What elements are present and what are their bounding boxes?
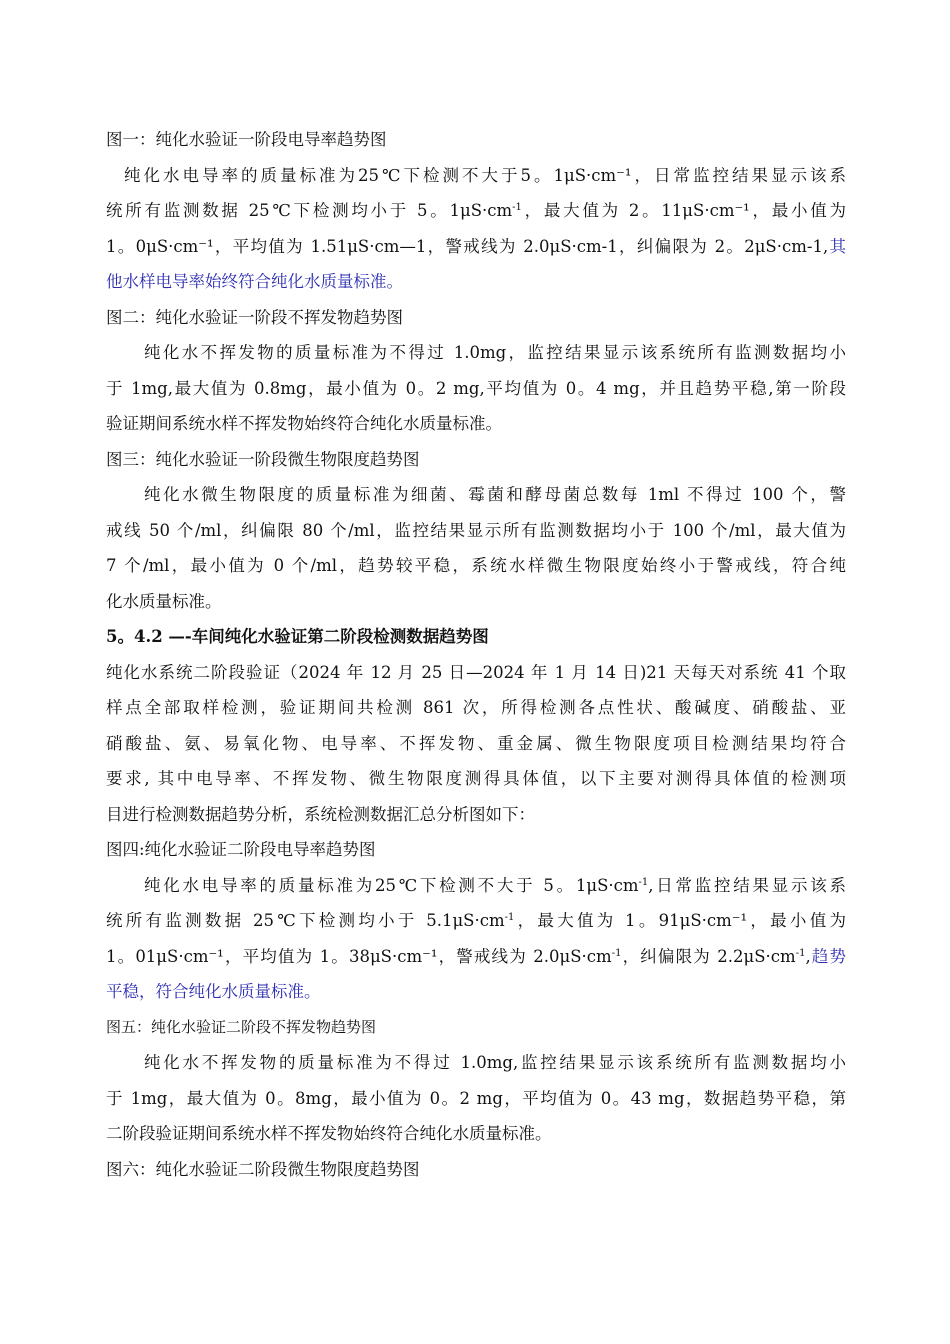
paragraph-line: 样点全部取样检测，验证期间共检测 861 次，所得检测各点性状、酸碱度、硝酸盐、亚 (106, 698, 846, 717)
paragraph-line: 于 1mg，最大值为 0。8mg，最小值为 0。2 mg，平均值为 0。43 mg，数据趋势平稳，第 (106, 1088, 846, 1108)
figure-6-caption: 图六：纯化水验证二阶段微生物限度趋势图 (106, 1159, 420, 1179)
paragraph-line: 硝酸盐、氨、易氧化物、电导率、不挥发物、重金属、微生物限度项目检测结果均符合 (106, 733, 846, 753)
paragraph-line: 1。01μS·cm⁻¹，平均值为 1。38μS·cm⁻¹，警戒线为 $2.0\mu S\cdot cm^{-1}$，纠偏限为 $2.2\mu S\cdot cm^{-1}$,趋势 (106, 946, 846, 966)
paragraph-microbial-stage1 (106, 477, 846, 619)
superscript: -1 (611, 947, 622, 959)
paragraph-line: 7 个/ml，最小值为 0 个/ml，趋势较平稳，系统水样微生物限度始终小于警戒线，符合纯 (106, 556, 846, 575)
paragraph-line: 纯化水电导率的质量标准为25℃下检测不大于 5。$1\mu S\cdot cm^{-1}$,日常监控结果显示该系 (144, 875, 846, 895)
paragraph-stage2-overview (106, 655, 846, 833)
paragraph-nonvolatile-stage1 (106, 335, 846, 442)
paragraph-line: 戒线 50 个/ml，纠偏限 80 个/ml，监控结果显示所有监测数据均小于 100 个/ml，最大值为 (106, 520, 846, 540)
paragraph-line: 纯化水电导率的质量标准为25℃下检测不大于5。1μS·cm⁻¹，日常监控结果显示该系 (124, 165, 846, 185)
paragraph-line: 验证期间系统水样不挥发物始终符合纯化水质量标准。 (106, 414, 502, 433)
paragraph-line: 二阶段验证期间系统水样不挥发物始终符合纯化水质量标准。 (106, 1124, 552, 1143)
superscript: -1 (504, 912, 515, 923)
figure-2-caption: 图二：纯化水验证一阶段不挥发物趋势图 (106, 307, 403, 327)
figure-3-caption: 图三：纯化水验证一阶段微生物限度趋势图 (106, 449, 420, 469)
figure-5-caption: 图五：纯化水验证二阶段不挥发物趋势图 (106, 1017, 377, 1036)
superscript: -1 (795, 947, 806, 959)
paragraph-nonvolatile-stage2 (106, 1045, 846, 1152)
superscript: -1 (512, 202, 522, 213)
figure-1-caption: 图一：纯化水验证一阶段电导率趋势图 (106, 130, 387, 149)
superscript: -1 (638, 876, 649, 888)
highlighted-text: 趋势 (810, 946, 846, 966)
paragraph-line: 于 1mg,最大值为 0.8mg，最小值为 0。2 mg,平均值为 0。4 mg，并且趋势平稳,第一阶段 (106, 378, 846, 398)
paragraph-line: 要求, 其中电导率、不挥发物、微生物限度测得具体值，以下主要对测得具体值的检测项 (106, 769, 846, 788)
paragraph-conductivity-stage2 (106, 868, 846, 1010)
paragraph-line: 化水质量标准。 (106, 591, 222, 611)
paragraph-conductivity-stage1 (106, 158, 846, 300)
paragraph-line: 统所有监测数据 25℃下检测均小于 $5.1\mu S\cdot cm^{-1}$，最大值为 1。91μS·cm⁻¹，最小值为 (106, 911, 846, 930)
paragraph-line: 目进行检测数据趋势分析，系统检测数据汇总分析图如下： (106, 804, 535, 824)
paragraph-line: 纯化水微生物限度的质量标准为细菌、霉菌和酵母菌总数每 1ml 不得过 100 个，警 (144, 485, 846, 504)
paragraph-line: 统所有监测数据 25℃下检测均小于 5。$1\mu S\cdot cm^{-1}$，最大值为 2。11μS·cm⁻¹，最小值为 (106, 201, 846, 220)
paragraph-line: 纯化水不挥发物的质量标准为不得过 1.0mg,监控结果显示该系统所有监测数据均小 (144, 1053, 846, 1072)
highlighted-text: 其 (828, 236, 846, 256)
highlighted-text: 他水样电导率始终符合纯化水质量标准。 (106, 272, 403, 291)
paragraph-line: 纯化水系统二阶段验证（2024 年 12 月 25 日—2024 年 1 月 14 日)21 天每天对系统 41 个取 (106, 662, 846, 682)
section-heading: 5。4.2 —-车间纯化水验证第二阶段检测数据趋势图 (106, 627, 489, 646)
paragraph-line: 纯化水不挥发物的质量标准为不得过 1.0mg，监控结果显示该系统所有监测数据均小 (144, 343, 846, 362)
figure-4-caption: 图四:纯化水验证二阶段电导率趋势图 (106, 840, 376, 859)
paragraph-line: 1。0μS·cm⁻¹，平均值为 1.51μS·cm—1，警戒线为 2.0μS·cm-1，纠偏限为 2。2μS·cm-1,其 (106, 236, 846, 256)
highlighted-text: 平稳，符合纯化水质量标准。 (106, 982, 321, 1001)
